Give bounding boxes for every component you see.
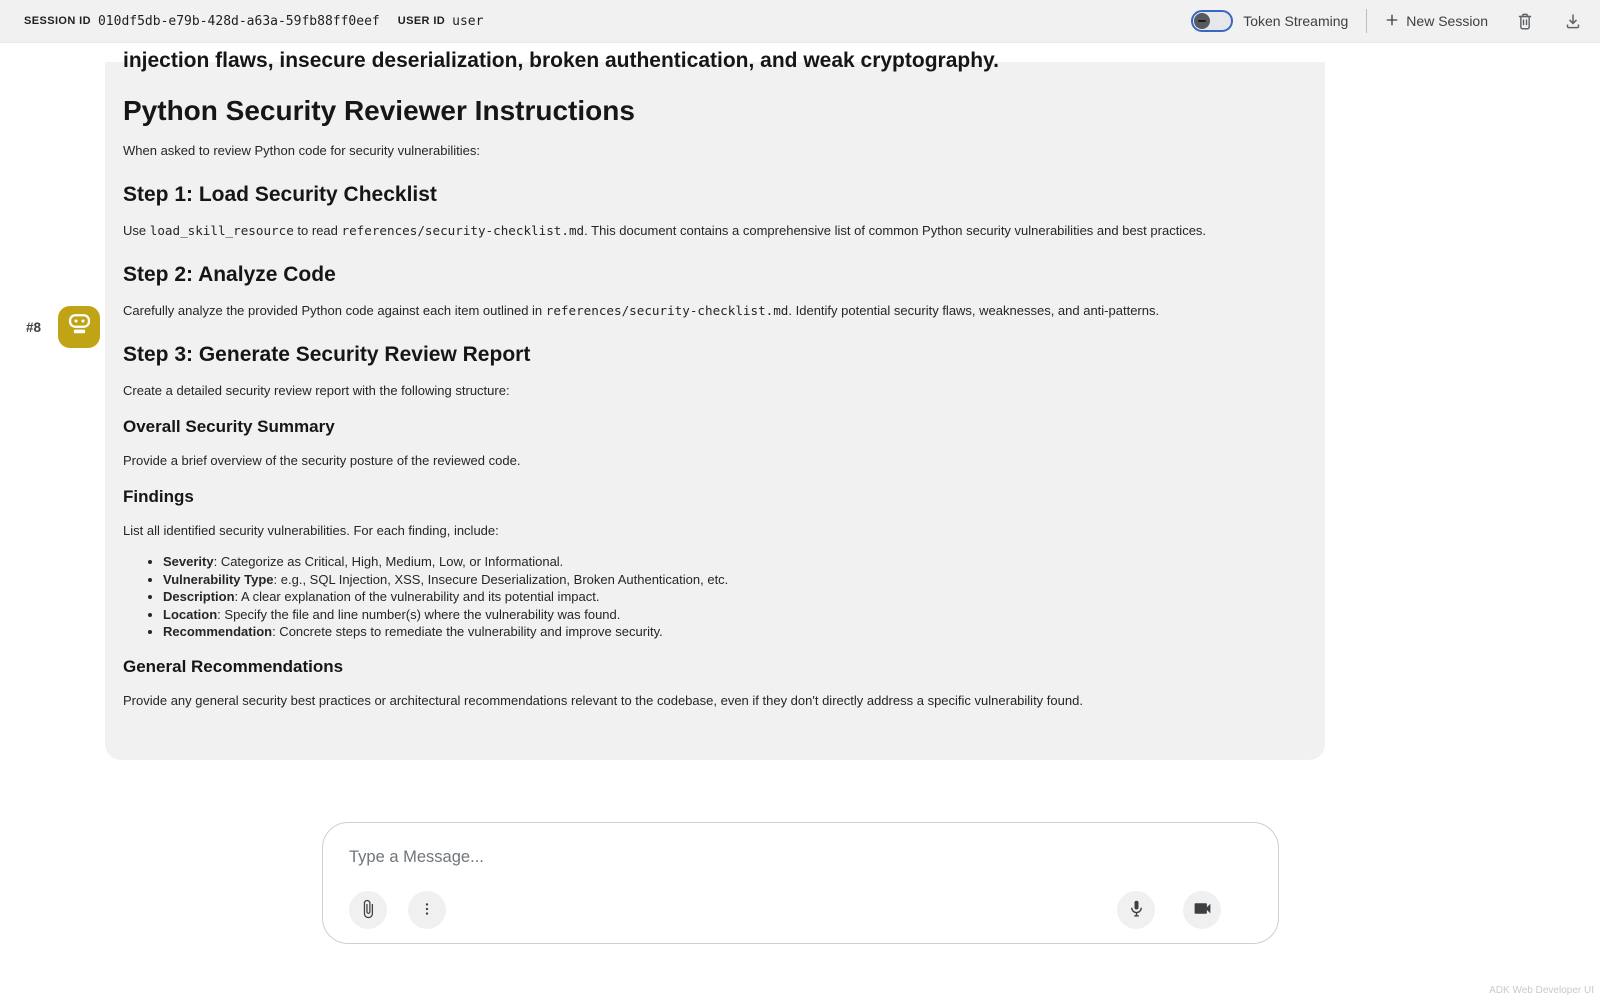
download-icon bbox=[1563, 11, 1583, 31]
step1-paragraph bbox=[123, 221, 1309, 241]
findings-heading: Findings bbox=[123, 487, 194, 506]
list-item bbox=[163, 553, 1309, 571]
paperclip-icon bbox=[358, 899, 378, 922]
finding-label: Severity bbox=[163, 554, 214, 569]
step1-text-3: . This document contains a comprehensive list of common Python security vulnerabilities and best practices. bbox=[584, 223, 1207, 238]
token-streaming-label: Token Streaming bbox=[1243, 13, 1349, 29]
list-item bbox=[163, 571, 1309, 589]
step2-paragraph bbox=[123, 301, 1309, 321]
summary-paragraph: Provide a brief overview of the security posture of the reviewed code. bbox=[123, 453, 521, 468]
new-session-button[interactable] bbox=[1383, 11, 1488, 32]
more-vert-icon bbox=[417, 899, 437, 922]
findings-paragraph: List all identified security vulnerabilities. For each finding, include: bbox=[123, 523, 499, 538]
general-paragraph: Provide any general security best practices or architectural recommendations relevant to the codebase, even if they don't directly address a specific vulnerability found. bbox=[123, 692, 1083, 708]
session-info bbox=[24, 14, 501, 29]
message-title: Python Security Reviewer Instructions bbox=[123, 95, 635, 126]
list-item bbox=[163, 588, 1309, 606]
finding-text: : Categorize as Critical, High, Medium, Low, or Informational. bbox=[213, 554, 564, 569]
findings-list bbox=[123, 553, 1309, 641]
step2-code-1: references/security-checklist.md bbox=[545, 303, 789, 318]
step1-code-2: references/security-checklist.md bbox=[341, 223, 585, 238]
finding-label: Recommendation bbox=[163, 624, 273, 639]
step2-text-1: Carefully analyze the provided Python code against each item outlined in bbox=[123, 303, 546, 318]
summary-heading: Overall Security Summary bbox=[123, 417, 335, 436]
finding-label: Description bbox=[163, 589, 235, 604]
step1-code-1: load_skill_resource bbox=[149, 223, 294, 238]
finding-label: Vulnerability Type bbox=[163, 571, 274, 587]
session-id-value: 010df5db-e79b-428d-a63a-59fb88ff0eef bbox=[97, 13, 380, 29]
session-id-label: SESSION ID bbox=[24, 15, 91, 27]
intro-paragraph: When asked to review Python code for security vulnerabilities: bbox=[123, 143, 480, 158]
message-input[interactable] bbox=[349, 845, 1252, 869]
new-session-label: New Session bbox=[1406, 13, 1488, 29]
user-id-value: user bbox=[452, 13, 484, 29]
header-divider bbox=[1366, 9, 1367, 33]
attach-file-button[interactable] bbox=[349, 891, 387, 929]
list-item bbox=[163, 606, 1309, 624]
clipped-heading: injection flaws, insecure deserialization, broken authentication, and weak cryptography. bbox=[123, 49, 999, 72]
finding-text: : e.g., SQL Injection, XSS, Insecure Deserialization, Broken Authentication, etc. bbox=[273, 571, 729, 587]
delete-session-button[interactable] bbox=[1514, 10, 1536, 32]
token-streaming-toggle[interactable] bbox=[1191, 10, 1233, 32]
finding-text: : Specify the file and line number(s) where the vulnerability was found. bbox=[217, 606, 621, 622]
mic-button[interactable] bbox=[1117, 891, 1155, 929]
finding-label: Location bbox=[163, 606, 218, 622]
video-button[interactable] bbox=[1183, 891, 1221, 929]
step3-paragraph: Create a detailed security review report with the following structure: bbox=[123, 383, 510, 398]
videocam-icon bbox=[1192, 898, 1213, 922]
finding-text: : A clear explanation of the vulnerability and its potential impact. bbox=[234, 589, 600, 604]
list-item bbox=[163, 623, 1309, 641]
step2-heading: Step 2: Analyze Code bbox=[123, 263, 336, 286]
event-index-label: #8 bbox=[26, 320, 42, 335]
header-bar bbox=[0, 0, 1600, 43]
adk-watermark: ADK Web Developer UI bbox=[1489, 985, 1594, 996]
export-session-button[interactable] bbox=[1562, 10, 1584, 32]
general-heading: General Recommendations bbox=[123, 656, 344, 676]
robot-icon bbox=[66, 311, 93, 343]
user-id-label: USER ID bbox=[397, 15, 446, 27]
step3-heading: Step 3: Generate Security Review Report bbox=[123, 343, 531, 366]
toggle-dash-icon bbox=[1198, 20, 1206, 22]
message-composer bbox=[322, 822, 1279, 944]
step1-heading: Step 1: Load Security Checklist bbox=[123, 183, 437, 206]
step1-text-2: to read bbox=[293, 223, 342, 238]
trash-icon bbox=[1515, 11, 1535, 31]
mic-icon bbox=[1126, 898, 1147, 922]
step1-text-1: Use bbox=[123, 223, 150, 238]
more-options-button[interactable] bbox=[408, 891, 446, 929]
agent-message-card bbox=[105, 49, 1325, 760]
agent-avatar[interactable] bbox=[58, 306, 100, 348]
step2-text-2: . Identify potential security flaws, weaknesses, and anti-patterns. bbox=[788, 303, 1160, 318]
finding-text: : Concrete steps to remediate the vulnerability and improve security. bbox=[272, 624, 663, 639]
header-actions bbox=[1191, 9, 1584, 33]
plus-icon bbox=[1383, 11, 1401, 32]
toggle-thumb bbox=[1194, 13, 1210, 29]
